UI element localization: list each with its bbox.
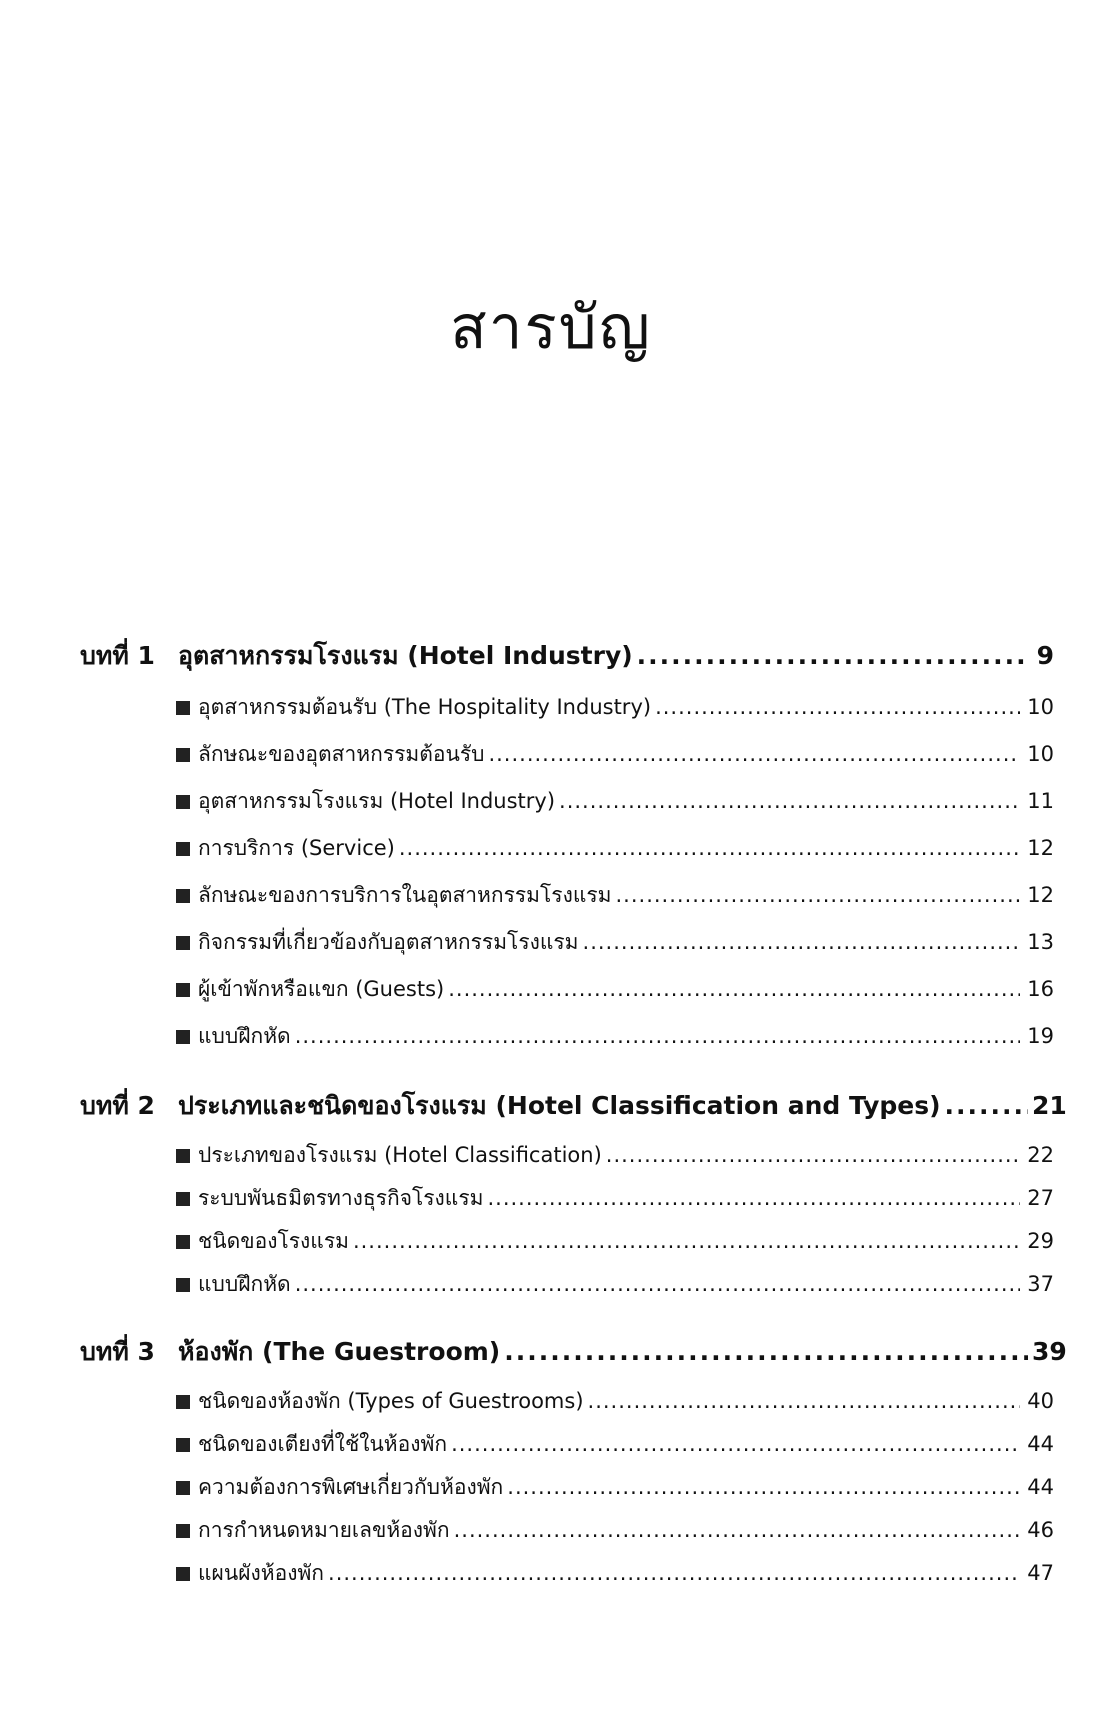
square-bullet-icon bbox=[176, 889, 190, 903]
toc-item-title: อุตสาหกรรมต้อนรับ (The Hospitality Industry) bbox=[198, 695, 652, 719]
dot-leader bbox=[487, 1177, 1020, 1220]
toc-item[interactable] bbox=[176, 825, 1054, 872]
square-bullet-icon bbox=[176, 1567, 190, 1581]
toc-item[interactable] bbox=[176, 778, 1054, 825]
dot-leader bbox=[945, 1078, 1028, 1134]
toc-item-title: ชนิดของเตียงที่ใช้ในห้องพัก bbox=[198, 1432, 448, 1456]
chapter-heading[interactable] bbox=[80, 1078, 1067, 1134]
dot-leader bbox=[399, 825, 1020, 872]
square-bullet-icon bbox=[176, 1192, 190, 1206]
chapter-items bbox=[176, 684, 1054, 1060]
chapter-1 bbox=[80, 628, 1054, 1060]
toc-item-title: ชนิดของโรงแรม bbox=[198, 1229, 349, 1253]
square-bullet-icon bbox=[176, 1030, 190, 1044]
toc-item-page: 29 bbox=[1027, 1229, 1054, 1253]
dot-leader bbox=[507, 1466, 1020, 1509]
toc-item[interactable] bbox=[176, 1552, 1054, 1595]
square-bullet-icon bbox=[176, 936, 190, 950]
square-bullet-icon bbox=[176, 1438, 190, 1452]
toc-item-page: 47 bbox=[1027, 1561, 1054, 1585]
toc-item-page: 44 bbox=[1027, 1475, 1054, 1499]
chapter-number: บทที่ 2 bbox=[80, 1091, 155, 1120]
toc-item[interactable] bbox=[176, 1220, 1054, 1263]
chapter-number: บทที่ 3 bbox=[80, 1337, 155, 1366]
chapter-items bbox=[176, 1134, 1054, 1306]
chapter-3 bbox=[80, 1324, 1067, 1595]
dot-leader bbox=[328, 1552, 1020, 1595]
dot-leader bbox=[353, 1220, 1020, 1263]
toc-item[interactable] bbox=[176, 1509, 1054, 1552]
dot-leader bbox=[616, 872, 1021, 919]
toc-item-title: ประเภทของโรงแรม (Hotel Classification) bbox=[198, 1143, 602, 1167]
toc-item-title: กิจกรรมที่เกี่ยวข้องกับอุตสาหกรรมโรงแรม bbox=[198, 930, 579, 954]
toc-item-page: 44 bbox=[1027, 1432, 1054, 1456]
square-bullet-icon bbox=[176, 1149, 190, 1163]
toc-item-page: 10 bbox=[1027, 695, 1054, 719]
chapter-page-number: 21 bbox=[1032, 1091, 1067, 1120]
toc-item-page: 12 bbox=[1027, 836, 1054, 860]
toc-item-page: 37 bbox=[1027, 1272, 1054, 1296]
square-bullet-icon bbox=[176, 1235, 190, 1249]
toc-item-title: ลักษณะของอุตสาหกรรมต้อนรับ bbox=[198, 742, 485, 766]
toc-item-page: 40 bbox=[1027, 1389, 1054, 1413]
toc-item[interactable] bbox=[176, 1013, 1054, 1060]
dot-leader bbox=[588, 1380, 1020, 1423]
dot-leader bbox=[448, 966, 1020, 1013]
square-bullet-icon bbox=[176, 1278, 190, 1292]
square-bullet-icon bbox=[176, 1481, 190, 1495]
toc-item-page: 13 bbox=[1027, 930, 1054, 954]
chapter-page-number: 9 bbox=[1036, 641, 1054, 670]
dot-leader bbox=[451, 1423, 1020, 1466]
toc-item-page: 16 bbox=[1027, 977, 1054, 1001]
dot-leader bbox=[454, 1509, 1020, 1552]
chapter-page-number: 39 bbox=[1032, 1337, 1067, 1366]
toc-item-page: 46 bbox=[1027, 1518, 1054, 1542]
dot-leader bbox=[583, 919, 1020, 966]
chapter-title: ประเภทและชนิดของโรงแรม (Hotel Classification and Types) bbox=[178, 1091, 941, 1120]
toc-item[interactable] bbox=[176, 919, 1054, 966]
square-bullet-icon bbox=[176, 983, 190, 997]
square-bullet-icon bbox=[176, 1524, 190, 1538]
toc-item[interactable] bbox=[176, 1423, 1054, 1466]
dot-leader bbox=[655, 684, 1020, 731]
toc-item-page: 19 bbox=[1027, 1024, 1054, 1048]
chapter-2 bbox=[80, 1078, 1067, 1306]
dot-leader bbox=[559, 778, 1020, 825]
toc-item-page: 10 bbox=[1027, 742, 1054, 766]
toc-item-title: ผู้เข้าพักหรือแขก (Guests) bbox=[198, 977, 445, 1001]
toc-item[interactable] bbox=[176, 684, 1054, 731]
toc-item[interactable] bbox=[176, 1177, 1054, 1220]
chapter-heading[interactable] bbox=[80, 628, 1054, 684]
toc-item-title: อุตสาหกรรมโรงแรม (Hotel Industry) bbox=[198, 789, 556, 813]
toc-item[interactable] bbox=[176, 731, 1054, 778]
toc-item-title: ระบบพันธมิตรทางธุรกิจโรงแรม bbox=[198, 1186, 484, 1210]
chapter-heading[interactable] bbox=[80, 1324, 1067, 1380]
dot-leader bbox=[295, 1013, 1020, 1060]
chapter-title: ห้องพัก (The Guestroom) bbox=[178, 1337, 501, 1366]
page-title: สารบัญ bbox=[450, 293, 652, 364]
square-bullet-icon bbox=[176, 748, 190, 762]
chapter-title: อุตสาหกรรมโรงแรม (Hotel Industry) bbox=[178, 641, 633, 670]
dot-leader bbox=[637, 628, 1028, 684]
toc-item-page: 11 bbox=[1027, 789, 1054, 813]
square-bullet-icon bbox=[176, 842, 190, 856]
toc-item[interactable] bbox=[176, 1134, 1054, 1177]
toc-item-title: แผนผังห้องพัก bbox=[198, 1561, 325, 1585]
toc-item-title: การบริการ (Service) bbox=[198, 836, 395, 860]
toc-item[interactable] bbox=[176, 1466, 1054, 1509]
toc-item-page: 22 bbox=[1027, 1143, 1054, 1167]
toc-item[interactable] bbox=[176, 1380, 1054, 1423]
chapter-number: บทที่ 1 bbox=[80, 641, 155, 670]
toc-item-title: ความต้องการพิเศษเกี่ยวกับห้องพัก bbox=[198, 1475, 504, 1499]
toc-item-title: ชนิดของห้องพัก (Types of Guestrooms) bbox=[198, 1389, 584, 1413]
toc-item-title: ลักษณะของการบริการในอุตสาหกรรมโรงแรม bbox=[198, 883, 612, 907]
toc-item-page: 27 bbox=[1027, 1186, 1054, 1210]
toc-item-title: แบบฝึกหัด bbox=[198, 1024, 291, 1048]
toc-item[interactable] bbox=[176, 966, 1054, 1013]
square-bullet-icon bbox=[176, 1395, 190, 1409]
dot-leader bbox=[488, 731, 1020, 778]
toc-item-title: แบบฝึกหัด bbox=[198, 1272, 291, 1296]
square-bullet-icon bbox=[176, 701, 190, 715]
toc-item[interactable] bbox=[176, 872, 1054, 919]
square-bullet-icon bbox=[176, 795, 190, 809]
dot-leader bbox=[504, 1324, 1028, 1380]
dot-leader bbox=[295, 1263, 1020, 1306]
toc-item-title: การกำหนดหมายเลขห้องพัก bbox=[198, 1518, 450, 1542]
dot-leader bbox=[606, 1134, 1020, 1177]
table-of-contents bbox=[80, 628, 1067, 1613]
chapter-items bbox=[176, 1380, 1054, 1595]
toc-item-page: 12 bbox=[1027, 883, 1054, 907]
toc-item[interactable] bbox=[176, 1263, 1054, 1306]
